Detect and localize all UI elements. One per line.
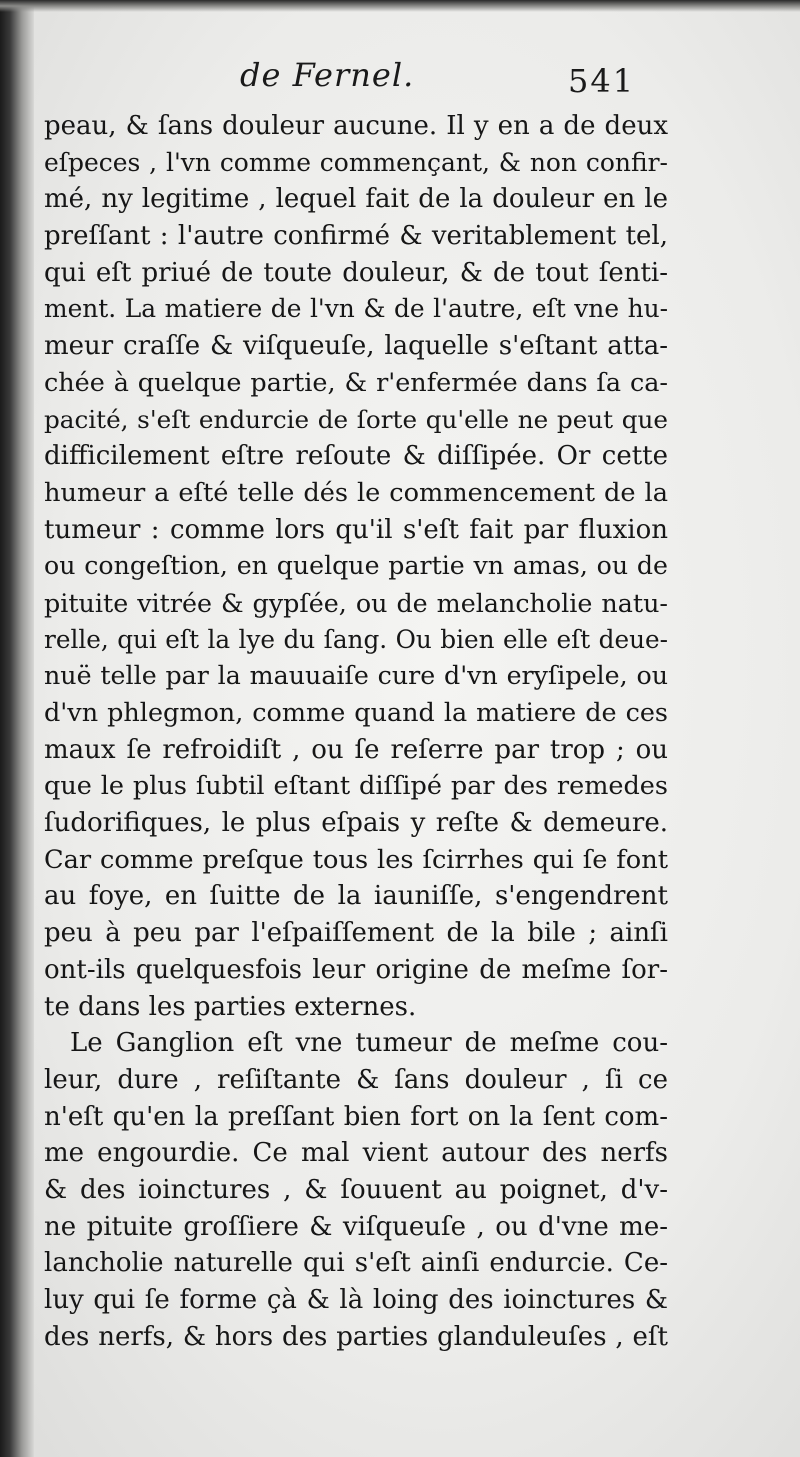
binding-gutter — [0, 0, 34, 1457]
body-text — [44, 108, 668, 1355]
text-line: lancholie naturelle qui s'eſt ainſi endurcie. Ce- — [44, 1248, 668, 1279]
text-line: relle, qui eſt la lye du ſang. Ou bien elle eſt deue- — [44, 624, 668, 654]
page-header — [60, 52, 780, 102]
text-line: meur craſſe & viſqueuſe, laquelle s'eſtant atta- — [44, 331, 668, 362]
text-line: difficilement eſtre reſoute & diſſipée. Or cette — [44, 441, 668, 472]
text-line: humeur a eſté telle dés le commencement de la — [44, 477, 668, 508]
running-head: de Fernel. — [240, 56, 415, 94]
text-line: ne pituite groſſiere & viſqueuſe , ou d'vne me- — [44, 1211, 668, 1242]
text-line: au foye, en ſuitte de la iauniſſe, s'engendrent — [44, 881, 668, 912]
text-line: ment. La matiere de l'vn & de l'autre, eſt vne hu- — [44, 294, 668, 324]
text-line: pituite vitrée & gypſée, ou de melancholie natu- — [44, 587, 668, 618]
text-line: mé, ny legitime , lequel fait de la douleur en le — [44, 184, 668, 215]
text-line: des nerfs, & hors des parties glanduleuſes , eſt — [44, 1321, 668, 1352]
text-line: & des ioinctures , & ſouuent au poignet, d'v- — [44, 1174, 668, 1205]
page-top-edge — [0, 0, 800, 12]
text-line: chée à quelque partie, & r'enfermée dans ſa ca- — [44, 367, 668, 398]
text-line: preſſant : l'autre confirmé & veritablement tel, — [44, 221, 668, 252]
text-line: d'vn phlegmon, comme quand la matiere de ces — [44, 698, 668, 728]
text-line: n'eſt qu'en la preſſant bien fort on la ſent com- — [44, 1101, 668, 1132]
paragraph-start-line: Le Ganglion eſt vne tumeur de meſme cou- — [70, 1028, 668, 1059]
text-line: eſpeces , l'vn comme commençant, & non confir- — [44, 147, 668, 177]
text-line: me engourdie. Ce mal vient autour des nerfs — [44, 1138, 668, 1169]
text-line: peu à peu par l'eſpaiſſement de la bile ; ainſi — [44, 918, 668, 949]
text-line: peau, & ſans douleur aucune. Il y en a de deux — [44, 111, 668, 141]
page-number: 541 — [568, 62, 636, 100]
text-line: pacité, s'eſt endurcie de ſorte qu'elle ne peut que — [44, 404, 668, 434]
text-line: ou congeſtion, en quelque partie vn amas, ou de — [44, 551, 668, 581]
text-line: qui eſt priué de toute douleur, & de tout ſenti- — [44, 257, 668, 288]
paragraph-end-line: te dans les parties externes. — [44, 991, 417, 1022]
text-line: maux ſe refroidiſt , ou ſe reſerre par trop ; ou — [44, 734, 668, 765]
text-line: nuë telle par la mauuaiſe cure d'vn eryſipele, ou — [44, 661, 668, 691]
text-line: leur, dure , reſiſtante & ſans douleur , ſi ce — [44, 1064, 668, 1095]
text-line: Car comme preſque tous les ſcirrhes qui ſe font — [44, 844, 668, 875]
text-line: ſudorifiques, le plus eſpais y reſte & demeure. — [44, 808, 668, 839]
text-line: que le plus ſubtil eſtant diſſipé par des remedes — [44, 771, 668, 802]
text-line: luy qui ſe forme çà & là loing des ioinctures & — [44, 1285, 668, 1315]
text-line: ont-ils quelquesfois leur origine de meſme ſor- — [44, 954, 668, 985]
text-line: tumeur : comme lors qu'il s'eſt fait par fluxion — [44, 514, 668, 545]
